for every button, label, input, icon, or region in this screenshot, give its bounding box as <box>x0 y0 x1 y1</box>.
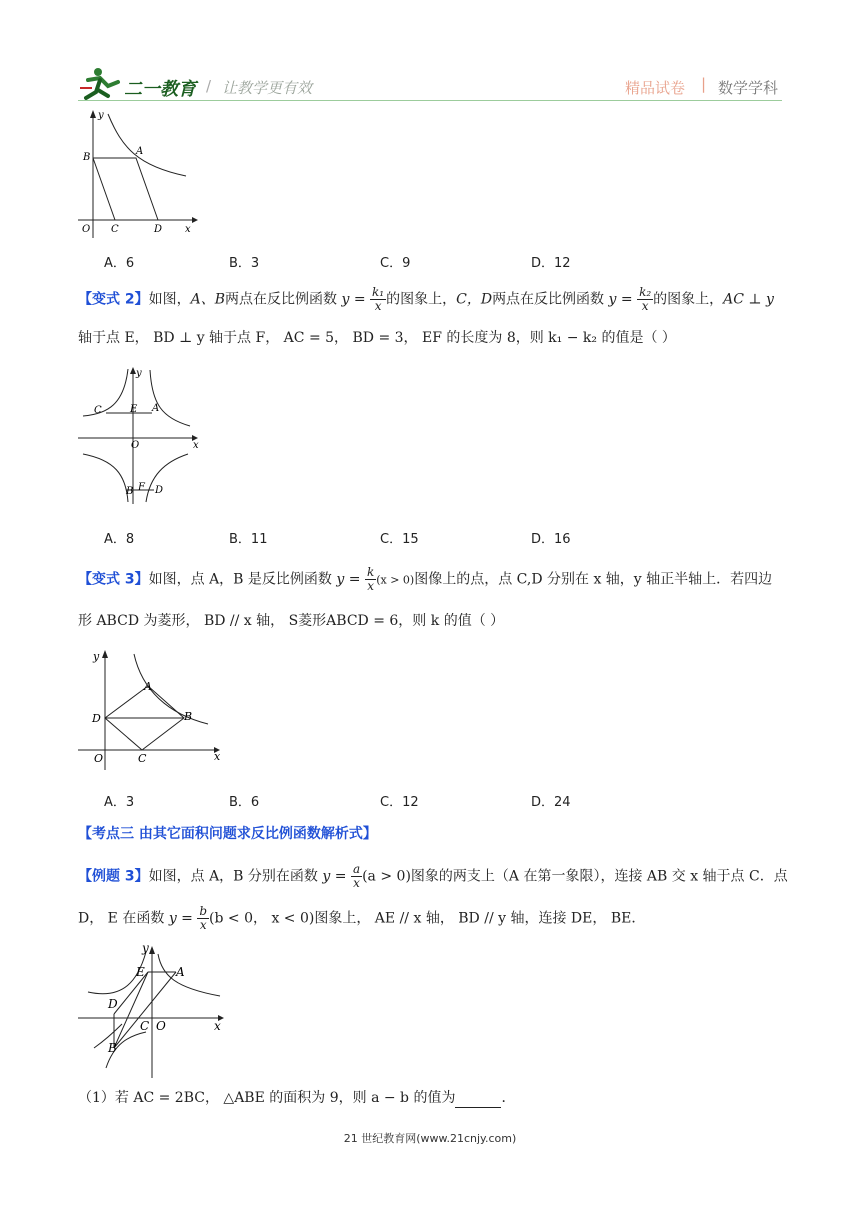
q3-condition: (x > 0) <box>376 573 415 587</box>
q2-text-1d: 的图象上， <box>386 291 457 308</box>
q1-option-a: A．6 <box>104 256 135 271</box>
ex3-label-e: E <box>136 965 145 979</box>
q3-label-d: D <box>92 712 101 725</box>
q3-label-b: B <box>184 710 193 723</box>
brand-slogan: 让教学更有效 <box>222 79 313 97</box>
ex3-yeq-2: y = <box>168 910 193 927</box>
q3-line1 <box>78 566 772 593</box>
q3-option-a: A．3 <box>104 795 135 810</box>
q1-option-c: C．9 <box>380 256 411 271</box>
ex3-figure <box>78 940 228 1080</box>
ex3-fraction-2: $\frac{b}{x}$ <box>199 904 208 932</box>
ex3-label-b: B <box>108 1041 117 1055</box>
q2-text-1c: 两点在反比例函数 <box>225 291 338 308</box>
header-divider-slash: / <box>206 77 212 95</box>
q3-text-1b: 图像上的点，点 C,D 分别在 x 轴，y 轴正半轴上．若四边 <box>414 571 773 588</box>
q3-option-d: D．24 <box>531 795 571 810</box>
brand-logo-icon <box>78 66 126 102</box>
ex3-label-a: A <box>176 965 185 979</box>
q3-label-y: y <box>93 650 100 663</box>
ex3-part1-text: （1）若 AC = 2BC， △ABE 的面积为 9，则 a − b 的值为 <box>78 1090 456 1106</box>
q2-text-1a: 如图， <box>148 291 191 308</box>
ex3-condition-1: (a > 0) <box>362 868 411 885</box>
q2-fraction-2: $\frac{\text{k₂}}{x}$ <box>639 285 652 313</box>
ex3-label-x: x <box>214 1019 221 1033</box>
q3-label-o: O <box>94 752 104 765</box>
ex3-part1-end: ． <box>501 1090 516 1106</box>
q1-label-y: y <box>98 110 104 121</box>
q3-text-1a: 如图，点 A，B 是反比例函数 <box>148 571 332 588</box>
ex3-part1 <box>78 1088 515 1108</box>
q2-text-1h: AC ⊥ y <box>723 291 774 308</box>
ex3-label-d: D <box>108 997 118 1011</box>
q1-label-b: B <box>83 152 91 163</box>
q1-figure <box>78 108 200 238</box>
footer-text: 21 世纪教育网(www.21cnjy.com) <box>343 1132 517 1145</box>
q2-option-b: B．11 <box>229 532 268 547</box>
q2-label-b: B <box>126 486 134 497</box>
ex3-text-2b: 图象上， AE // x 轴， BD // y 轴，连接 DE， BE． <box>314 910 646 927</box>
ex3-label-o: O <box>156 1019 166 1033</box>
q3-option-c: C．12 <box>380 795 419 810</box>
q2-label-a: A <box>152 403 160 414</box>
q3-label-a: A <box>144 680 152 693</box>
q2-yeq-1: y = <box>341 291 366 308</box>
ex3-line1 <box>78 863 788 890</box>
header-tag-quality: 精品试卷 <box>625 79 686 97</box>
q2-option-d: D．16 <box>531 532 571 547</box>
q2-label-o: O <box>131 440 140 451</box>
ex3-line2 <box>78 905 645 932</box>
q2-line1 <box>78 286 774 313</box>
header-rule <box>78 100 782 101</box>
q2-text-1b: A、B <box>190 291 226 308</box>
ex3-text-2a: D， E 在函数 <box>78 910 165 927</box>
q3-line2: 形 ABCD 为菱形， BD // x 轴， S菱形ABCD = 6，则 k 的值（ ） <box>78 613 505 629</box>
q2-label-f: F <box>138 482 145 493</box>
q1-label-d: D <box>154 224 163 235</box>
q2-fraction-1: $\frac{\text{k₁}}{x}$ <box>372 285 385 313</box>
ex3-label-c: C <box>140 1019 150 1033</box>
q1-label-a: A <box>136 146 144 157</box>
ex3-label-y: y <box>142 941 149 955</box>
ex3-yeq-1: y = <box>322 868 347 885</box>
header <box>0 60 860 110</box>
ex3-text-1a: 如图，点 A，B 分别在函数 <box>148 868 318 885</box>
q2-option-c: C．15 <box>380 532 419 547</box>
ex3-text-1b: 图象的两支上（A 在第一象限），连接 AB 交 x 轴于点 C．点 <box>410 868 788 885</box>
q2-line2: 轴于点 E， BD ⊥ y 轴于点 F， AC = 5， BD = 3， EF 的长度为 8，则 k₁ − k₂ 的值是（ ） <box>78 330 676 346</box>
q2-text-1g: 的图象上， <box>653 291 724 308</box>
q2-figure <box>78 364 202 504</box>
q2-label-d: D <box>155 485 164 496</box>
q3-label-x: x <box>214 750 221 763</box>
q1-label-c: C <box>111 224 119 235</box>
q3-label: 【变式 3】 <box>78 571 149 588</box>
q2-label-e: E <box>130 404 138 415</box>
q2-label-y: y <box>136 368 142 379</box>
q2-label-c: C <box>94 405 102 416</box>
section-title: 【考点三 由其它面积问题求反比例函数解析式】 <box>78 826 377 842</box>
q3-figure <box>78 646 228 770</box>
answer-blank[interactable] <box>455 1093 501 1108</box>
brand-name: 二一教育 <box>124 79 196 100</box>
q3-fraction: $\frac{k}{x}$ <box>366 565 375 593</box>
q2-text-1f: 两点在反比例函数 <box>492 291 605 308</box>
ex3-condition-2: (b < 0， x < 0) <box>209 910 315 927</box>
q2-text-1e: C，D <box>456 291 493 308</box>
q2-yeq-2: y = <box>608 291 633 308</box>
q2-label-x: x <box>193 440 199 451</box>
ex3-label: 【例题 3】 <box>78 868 149 885</box>
q3-yeq: y = <box>336 571 361 588</box>
q2-option-a: A．8 <box>104 532 135 547</box>
q3-option-b: B．6 <box>229 795 260 810</box>
q1-option-b: B．3 <box>229 256 260 271</box>
q1-label-o: O <box>82 224 91 235</box>
q2-label: 【变式 2】 <box>78 291 149 308</box>
q1-option-d: D．12 <box>531 256 571 271</box>
header-tag-divider: | <box>701 75 707 93</box>
ex3-fraction-1: $\frac{a}{x}$ <box>352 862 361 890</box>
q1-label-x: x <box>185 224 191 235</box>
header-tag-subject: 数学学科 <box>718 79 779 97</box>
q3-label-c: C <box>138 752 147 765</box>
